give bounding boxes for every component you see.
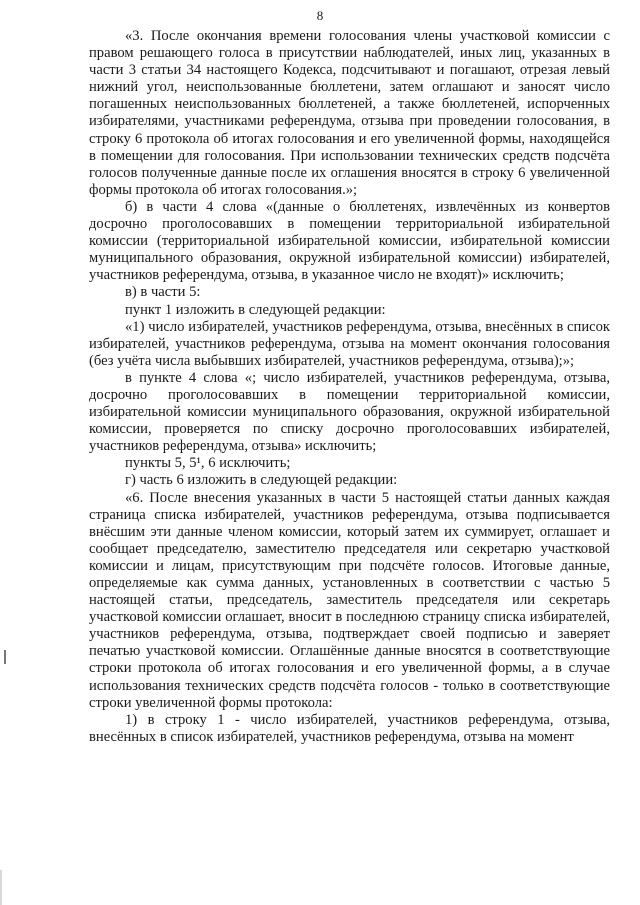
page-number: 8 <box>316 8 324 23</box>
paragraph-point-1-instruction: пункт 1 изложить в следующей редакции: <box>125 301 386 318</box>
paragraph-part-3: «3. После окончания времени голосования члены участковой комиссии с правом решающего голоса в присутствии наблюдателей, иных лиц, указанных в части 3 статьи 34 настоящего Кодекса, подсчитывают и погашают, отрезая левый нижний угол, неиспользованные бюллетени, затем оглашают и заносят число погашенных неиспользованных бюллетеней, а также бюллетеней, испорченных избирателями, участниками референдума, отзыва при проведении голосования, в строку 6 протокола об итогах голосования и его увеличенной формы, находящейся в помещении для голосования. При использовании технических средств подсчёта голосов полученные данные после их оглашения вносятся в строку 6 увеличенной формы протокола об итогах голосования.»; <box>89 28 610 198</box>
document-body <box>89 28 610 746</box>
paragraph-point-4: в пункте 4 слова «; число избирателей, участников референдума, отзыва, досрочно проголосовавших в помещении территориальной комиссии, избирательной комиссии муниципального образования, окружной избирательной комиссии, проверяется по списку досрочно проголосовавших избирателей, участников референдума, отзыва» исключить; <box>89 369 610 455</box>
paragraph-point-1-text: «1) число избирателей, участников референдума, отзыва, внесённых в список избирателей, участников референдума, отзыва на момент окончания голосования (без учёта числа выбывших избирателей, участников референдума, отзыва);»; <box>89 318 610 369</box>
scan-edge-shadow <box>0 870 2 905</box>
paragraph-part-6: «6. После внесения указанных в части 5 настоящей статьи данных каждая страница списка избирателей, участников референдума, отзыва подписывается внёсшим эти данные членом комиссии, который затем их суммирует, оглашает и сообщает председателю, заместителю председателя или секретарю участковой комиссии и лицам, присутствующим при подсчёте голосов. Итоговые данные, определяемые как сумма данных, установленных в соответствии с частью 5 настоящей статьи, председатель, заместитель председателя или секретарь участковой комиссии оглашает, вносит в последнюю страницу списка избирателей, участников референдума, отзыва, подтверждает своей подписью и заверяет печатью участковой комиссии. Оглашённые данные вносятся в соответствующие строки протокола об итогах голосования и его увеличенной формы, а в случае использования технических средств подсчёта голосов - только в соответствующие строки увеличенной формы протокола: <box>89 489 610 711</box>
paragraph-item-v: в) в части 5: <box>125 284 201 301</box>
paragraph-line-1: 1) в строку 1 - число избирателей, участников референдума, отзыва, внесённых в список избирателей, участников референдума, отзыва на момент <box>89 711 610 745</box>
paragraph-points-exclude: пункты 5, 5¹, 6 исключить; <box>125 455 291 472</box>
paragraph-item-g: г) часть 6 изложить в следующей редакции: <box>125 472 398 489</box>
paragraph-item-b: б) в части 4 слова «(данные о бюллетенях, извлечённых из конвертов досрочно проголосовавших в помещении территориальной избирательной комиссии (территориальной избирательной комиссии, избирательной комиссии муниципального образования, окружной избирательной комиссии) избирателей, участников референдума, отзыва, в указанное число не входят)» исключить; <box>89 198 610 284</box>
scan-artifact-mark <box>4 650 6 664</box>
